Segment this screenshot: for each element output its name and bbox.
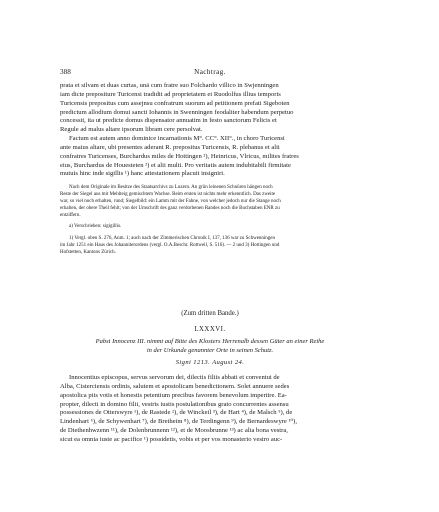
band-note: (Zum dritten Bande.) — [181, 310, 239, 317]
text-line: concessit, ita ut predicte domus dispensator annuatim in festo sanctorum Felicis et — [60, 117, 277, 125]
charter-continuation — [60, 82, 360, 179]
text-line: predictum allodium domui sancti Iohannis in Swenningen feodaliter habendum perpetuo — [60, 108, 294, 116]
text-line: Factum est autem anno dominice incarnationis M°. CC°. XII°., in choro Turicensi — [69, 135, 285, 143]
note-line: erhalten, der obere Theil fehlt; von der Umschrift des ganz verdorbenen Randes noch die Buchstaben ENR zu — [60, 206, 280, 212]
text-line: propter, dilecti in domino filii, vestris iustis postulationibus grato concurrentes assensu — [60, 400, 289, 408]
text-line: de Diethenhwzenn ¹¹), de Dolenbrunnenn ¹²), et de Moosbrunne ¹³) ac alia bona vestra, — [60, 427, 288, 435]
text-line: Regule ad malus altare ipsorum libram cere persolvat. — [60, 126, 203, 134]
text-line: prata et silvam et duas curtas, unā cum fratre suo Folchardo villico in Swjenningen — [60, 82, 279, 89]
text-line: Turicensis prepositus cum assejnsu confratrum suorum ad petitionem prefati Sigeboten — [60, 99, 290, 107]
text-line: Alba, Cisterciensis ordinis, salutem et apostolicam benedictionem. Solet annuere sedes — [60, 382, 290, 390]
document-summary — [66, 338, 354, 355]
summary-line: Pabst Innocenz III. nimmt auf Bitte des Klosters Herrenalb dessen Güter an einer Reihe — [95, 338, 325, 345]
note-line: entziffern. — [60, 213, 81, 219]
running-title: Nachtrag. — [194, 68, 226, 76]
text-line: possessiones de Otterswyre ¹), de Rastede ²), de Winckeil ³), de Hart ⁴), de Malsch ⁵), de — [60, 409, 293, 417]
text-line: apostolica piis votis et honestis petentium precibus favorem benevolum impertire. Ea- — [60, 391, 287, 399]
footnote-line: 1) Vergl. oben S. 276, Anm. 1; auch nach der Zimmerischen Chronik I, 137, 136 war zu Schwenningen — [69, 235, 276, 241]
document-number: LXXXVI. — [194, 326, 226, 333]
text-line: mutuis hinc inde sigillis ¹) hanc attestationem placuit insigniri. — [60, 170, 225, 178]
source-note — [60, 184, 360, 256]
note-line: Reste der Siegel aus mit Mehlteig gemischtem Wachse. Beim ersten ist nichts mehr erkenntlich. Das zweite — [60, 192, 276, 198]
page-header — [60, 68, 360, 76]
note-line: war, so viel noch erhalten, rund; Siegelbild: ein Lamm mit der Fahne, von welcher jedoch nur die Stange noch — [60, 199, 281, 205]
text-line: Lindenhart ⁶), de Schywenhart ⁷), de Bretheim ⁸), de Terdingenn ⁹), de Bernardeswyre ¹⁰), — [60, 418, 297, 426]
dateline: Signi 1213. August 24. — [175, 359, 245, 366]
footnote-line: Hofstetten, Kantons Zürich. — [60, 249, 116, 255]
text-line: Innocentius episcopus, servus servorum dei, dilectis filiis abbati et conventui de — [69, 374, 280, 381]
text-line: ante maius altare, ubi presentes aderant R. prepositus Turicensis, R. plebanus et alii — [60, 143, 280, 151]
page-number: 388 — [60, 68, 71, 76]
note-line: Nach dem Originale im Besitze des Staatsarchivs zu Luzern. An grün leinenen Schnüren hängen noch — [69, 185, 273, 190]
charter-text — [60, 374, 360, 445]
variant-note: a) Verschrieben: sigigillis. — [69, 224, 122, 230]
text-line: iam dicte prepositure Turicensi tradidit ad proprietatem et Ruodolfus illius temporis — [60, 90, 281, 98]
footnote-line: im Jahr 1251 ein Haus des Johanniterordens (vergl. O.A.Beschr. Rottweil, S. 516). — 2 und 3) Hottingen und — [60, 242, 280, 248]
text-line: sicut ea omnia iuste ac pacifice ¹) possidetis, vobis et per vos monasterio vestro auc- — [60, 435, 283, 443]
text-line: confratres Turicenses, Burchardus miles de Hottingen ²), Heinricus, Vlricus, milites fratres — [60, 152, 299, 160]
text-line: eius, Burchardus de Houesteten ²) et alii multi. Pro veritatis autem indubitabili firmitate — [60, 161, 291, 169]
summary-line: in der Urkunde genannter Orte in seinen Schutz. — [146, 346, 274, 354]
